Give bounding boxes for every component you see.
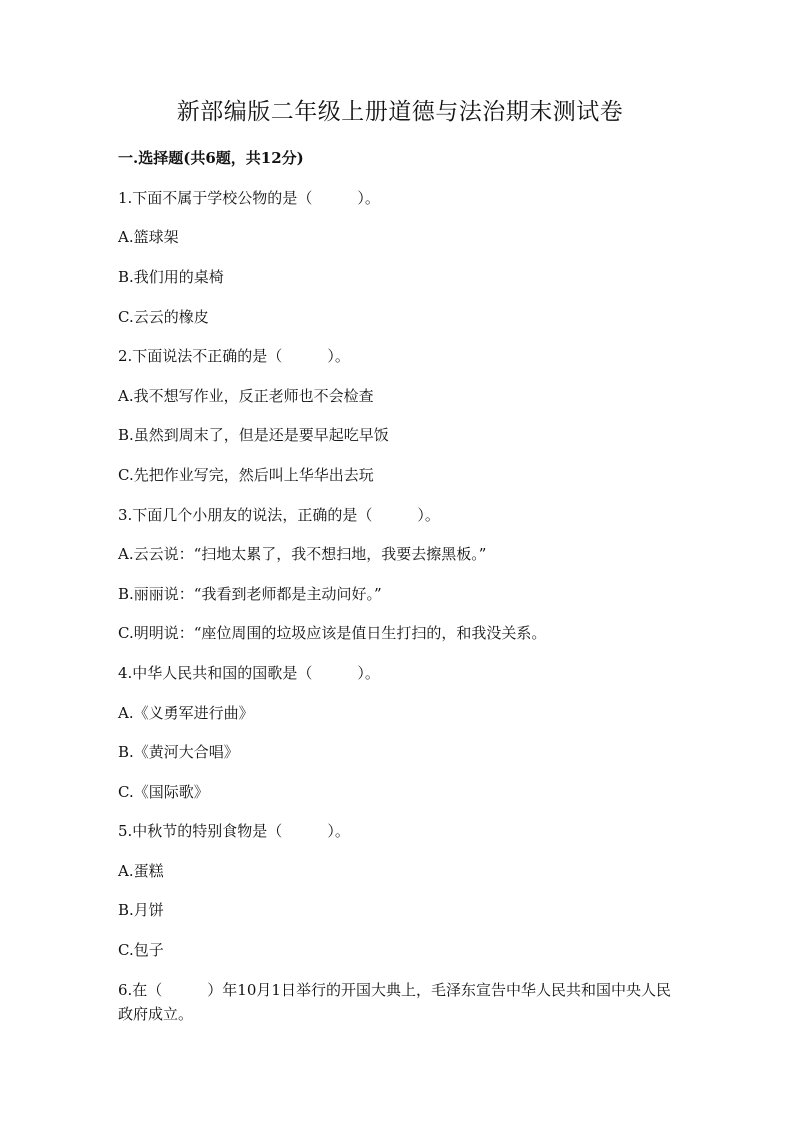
option-item: B.月饼 — [118, 901, 164, 919]
question-stem: 1.下面不属于学校公物的是（ ）。 — [118, 189, 380, 207]
option-item: B.丽丽说：“我看到老师都是主动问好。” — [118, 585, 382, 603]
question-stem: 6.在（ ）年10月1日举行的开国大典上，毛泽东宣告中华人民共和国中央人民政府成立。 — [118, 981, 671, 1023]
page-title: 新部编版二年级上册道德与法治期末测试卷 — [176, 99, 624, 125]
question-stem: 4.中华人民共和国的国歌是（ ）。 — [118, 664, 380, 682]
option-item: A.《义勇军进行曲》 — [118, 704, 254, 722]
option-item: B.虽然到周末了，但是还是要早起吃早饭 — [118, 426, 389, 444]
option-item: A.云云说：“扫地太累了，我不想扫地，我要去擦黑板。” — [118, 545, 487, 563]
question-stem: 2.下面说法不正确的是（ ）。 — [118, 347, 350, 365]
question-stem: 3.下面几个小朋友的说法，正确的是（ ）。 — [118, 506, 440, 524]
option-item: C.明明说：“座位周围的垃圾应该是值日生打扫的，和我没关系。 — [118, 624, 547, 642]
option-item: C.先把作业写完，然后叫上华华出去玩 — [118, 466, 374, 484]
option-item: B.《黄河大合唱》 — [118, 743, 239, 761]
option-item: B.我们用的桌椅 — [118, 268, 224, 286]
option-item: A.我不想写作业，反正老师也不会检查 — [118, 387, 374, 405]
question-stem: 5.中秋节的特别食物是（ ）。 — [118, 822, 350, 840]
option-item: C.云云的橡皮 — [118, 308, 209, 326]
option-item: C.包子 — [118, 941, 164, 959]
option-item: A.篮球架 — [118, 228, 179, 246]
option-item: A.蛋糕 — [118, 862, 164, 880]
option-item: C.《国际歌》 — [118, 783, 209, 801]
section-heading: 一.选择题(共6题，共12分) — [118, 149, 304, 167]
